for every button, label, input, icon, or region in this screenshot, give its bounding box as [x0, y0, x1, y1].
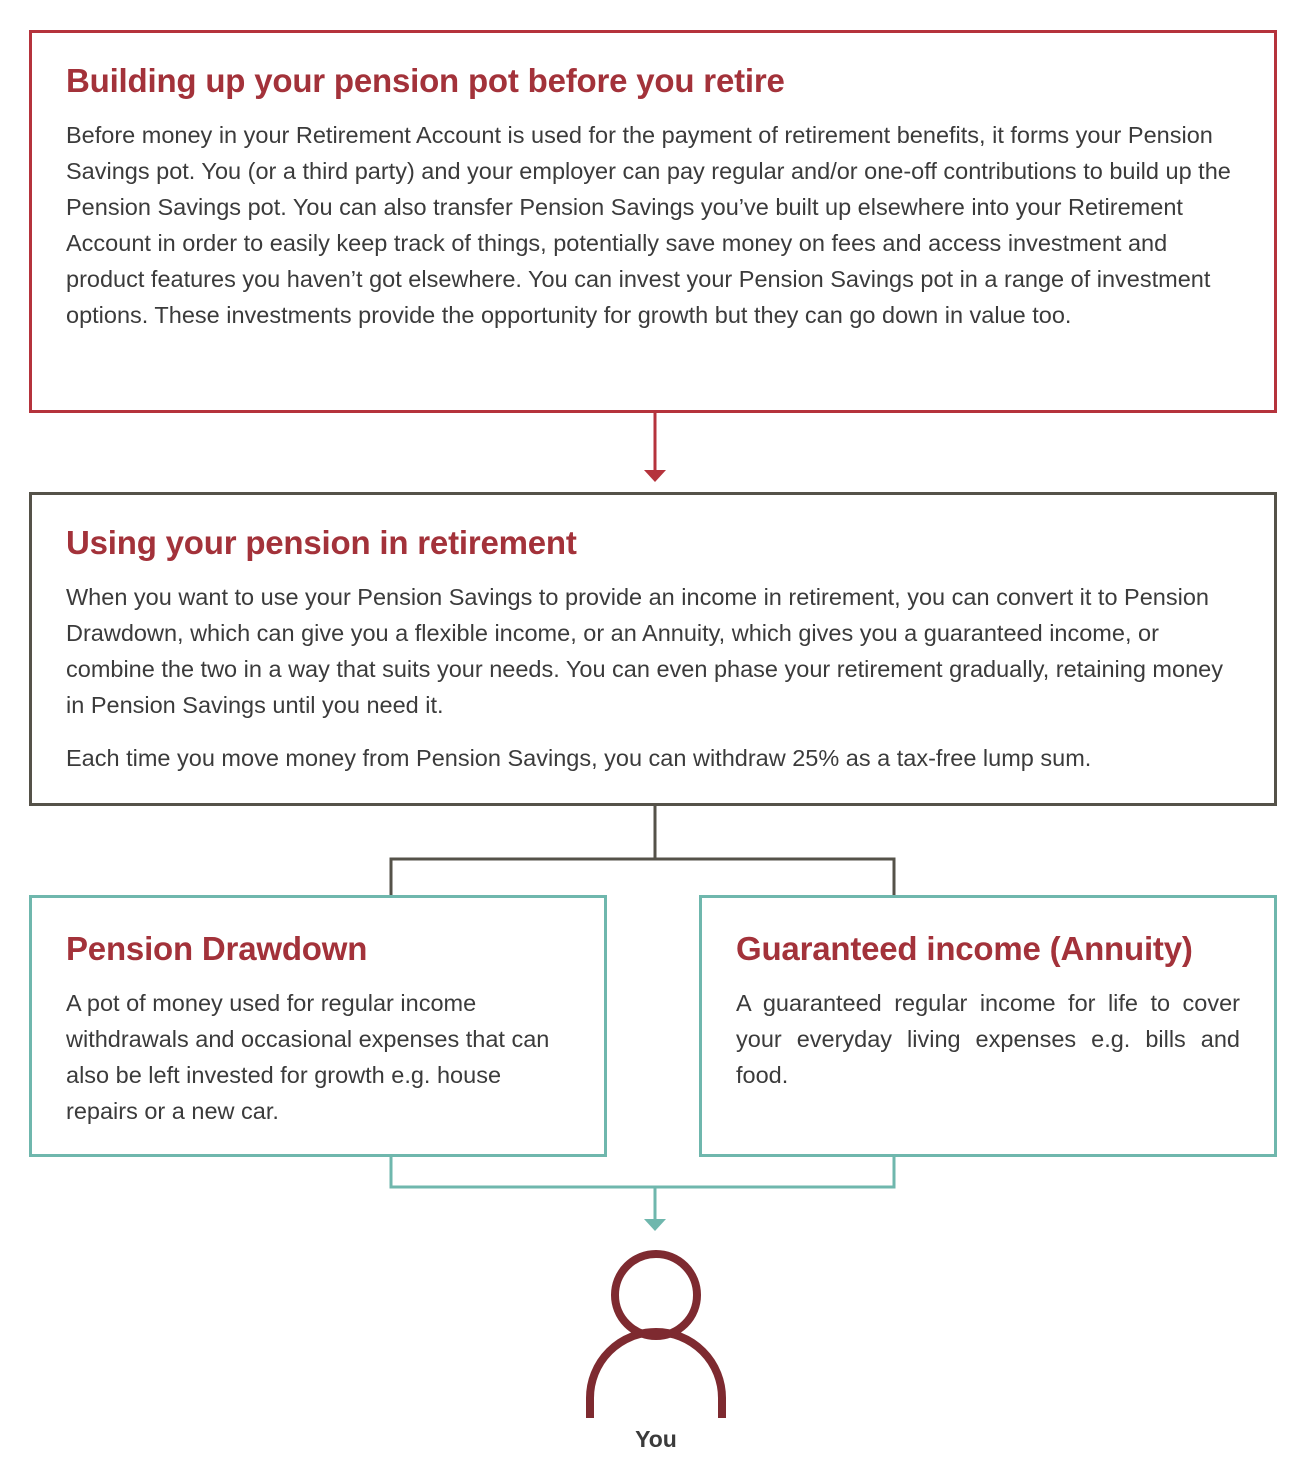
you-label: You [635, 1426, 677, 1452]
building-pension-pot-box [29, 30, 1277, 413]
merge-connector [391, 1157, 894, 1219]
annuity-body: A guaranteed regular income for life to cover your everyday living expenses e.g. bills and food. [736, 990, 1240, 1088]
pension-drawdown-title: Pension Drawdown [66, 930, 368, 967]
annuity-title: Guaranteed income (Annuity) [736, 930, 1193, 967]
using-pension-body: When you want to use your Pension Savings to provide an income in retirement, you can convert it to Pension Drawdown, which can give you a flexible income, or an Annuity, which gives you a guaranteed income, or combine the two in a way that suits your needs. You can even phase your retirement gradually, retaining money in Pension Savings until you need it. [66, 584, 1223, 718]
building-pension-pot-title: Building up your pension pot before you retire [66, 62, 785, 99]
annuity-box [699, 895, 1277, 1157]
arrow-build-to-use-head [644, 470, 666, 482]
using-pension-title: Using your pension in retirement [66, 524, 577, 561]
pension-drawdown-box [29, 895, 607, 1157]
arrow-to-you-head [644, 1219, 666, 1231]
pension-drawdown-body: A pot of money used for regular income withdrawals and occasional expenses that can also be left invested for growth e.g. house repairs or a new car. [66, 990, 550, 1124]
using-pension-box [29, 492, 1277, 806]
split-connector [391, 806, 894, 895]
building-pension-pot-body: Before money in your Retirement Account is used for the payment of retirement benefits, it forms your Pension Savings pot. You (or a third party) and your employer can pay regular and/or one-off contributions to build up the Pension Savings pot. You can also transfer Pension Savings you’ve built up elsewhere into your Retirement Account in order to easily keep track of things, potentially save money on fees and access investment and product features you haven’t got elsewhere. You can invest your Pension Savings pot in a range of investment options. These investments provide the opportunity for growth but they can go down in value too. [66, 122, 1231, 328]
person-icon [590, 1254, 722, 1418]
tax-free-lump-sum-note: Each time you move money from Pension Savings, you can withdraw 25% as a tax-free lump sum. [66, 745, 1092, 771]
